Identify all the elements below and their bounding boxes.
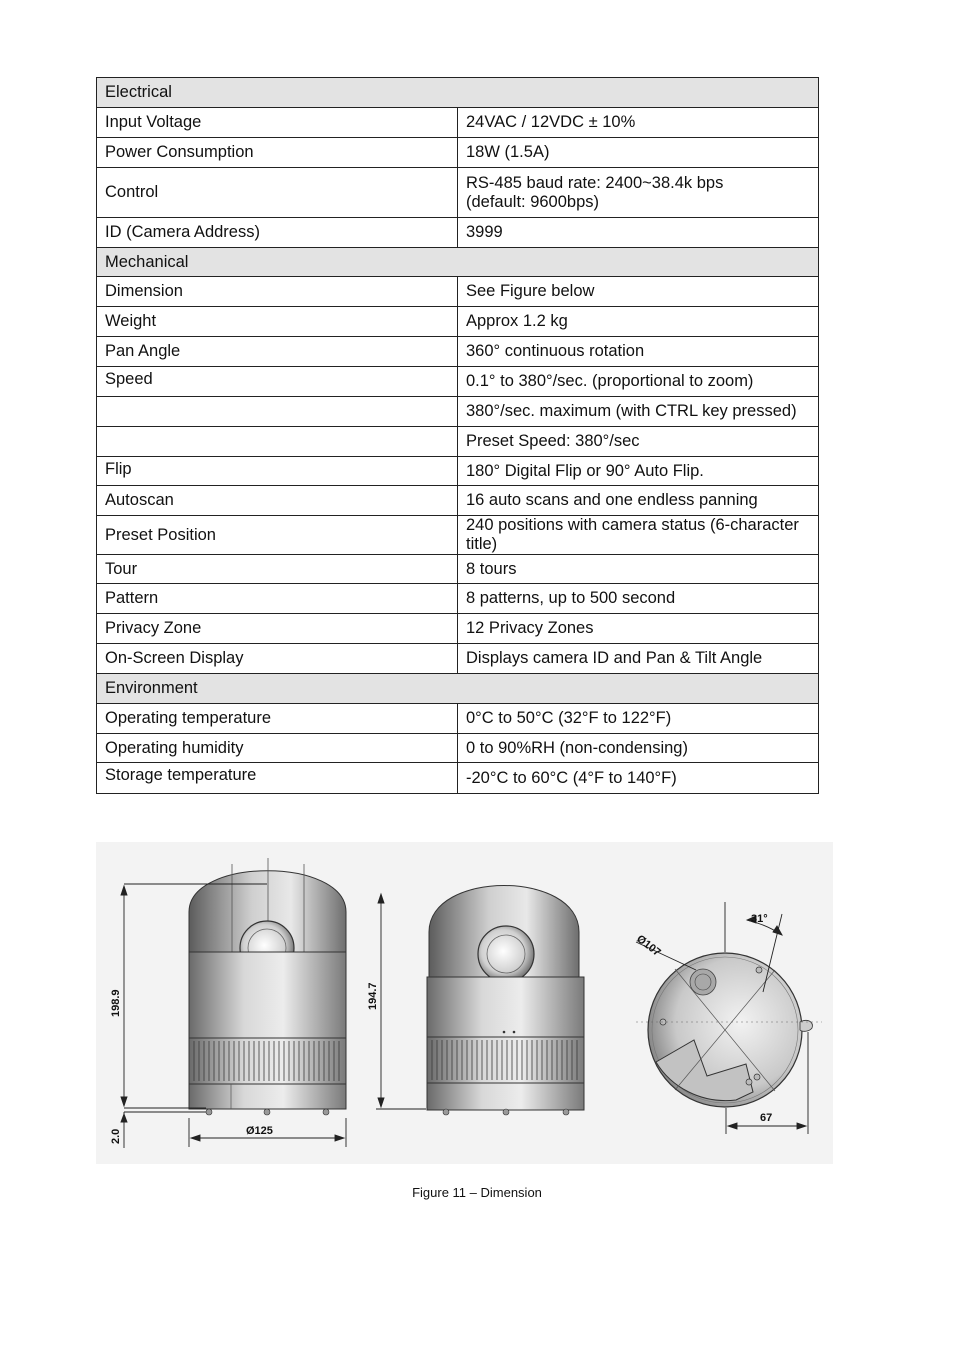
table-row [97,367,819,397]
spec-label: Tour [97,555,458,584]
spec-value: 18W (1.5A) [458,138,819,168]
front-view [189,858,346,1115]
table-row [97,277,819,307]
table-row [97,644,819,674]
spec-label: Speed [97,367,458,397]
spec-label: On-Screen Display [97,644,458,674]
table-row [97,614,819,644]
dim-top-diameter: Ø107 [634,932,663,959]
spec-label: Preset Position [97,516,458,555]
dim-diameter: Ø125 [246,1125,273,1137]
table-row [97,734,819,763]
spec-value: See Figure below [458,277,819,307]
table-row [97,427,819,457]
table-row [97,397,819,427]
dim-height-side: 194.7 [367,982,379,1010]
spec-value: 0°C to 50°C (32°F to 122°F) [458,704,819,734]
spec-label [97,397,458,427]
dim-height-front: 198.9 [110,989,122,1017]
spec-label [97,427,458,457]
table-row [97,307,819,337]
spec-value: 3999 [458,218,819,248]
section-row [97,248,819,277]
dim-offset: 67 [760,1112,773,1124]
spec-value: 0 to 90%RH (non-condensing) [458,734,819,763]
spec-value: Approx 1.2 kg [458,307,819,337]
spec-label: Pattern [97,584,458,614]
spec-label: Flip [97,457,458,486]
table-row [97,108,819,138]
spec-label: Input Voltage [97,108,458,138]
spec-table [96,77,819,794]
dim-base: 2.0 [110,1128,122,1144]
section-heading: Mechanical [97,248,819,277]
section-heading: Electrical [97,78,819,108]
spec-label: Weight [97,307,458,337]
table-row [97,555,819,584]
dimension-drawing [96,842,833,1164]
spec-label: ID (Camera Address) [97,218,458,248]
table-row [97,457,819,486]
table-row [97,337,819,367]
table-row [97,584,819,614]
spec-value: 8 tours [458,555,819,584]
spec-value: 380°/sec. maximum (with CTRL key pressed) [458,397,819,427]
table-row [97,168,819,218]
dimension-figure [96,842,833,1164]
spec-label: Privacy Zone [97,614,458,644]
spec-value: Preset Speed: 380°/sec [458,427,819,457]
section-row [97,674,819,704]
spec-value: 16 auto scans and one endless panning [458,486,819,516]
spec-value: Displays camera ID and Pan & Tilt Angle [458,644,819,674]
side-view [427,886,584,1116]
table-row [97,516,819,555]
spec-label: Power Consumption [97,138,458,168]
top-view [636,953,822,1107]
spec-label: Storage temperature [97,763,458,794]
table-row [97,138,819,168]
spec-value: -20°C to 60°C (4°F to 140°F) [458,763,819,794]
spec-value: 0.1° to 380°/sec. (proportional to zoom) [458,367,819,397]
table-row [97,218,819,248]
spec-label: Dimension [97,277,458,307]
spec-value: 12 Privacy Zones [458,614,819,644]
spec-value: 24VAC / 12VDC ± 10% [458,108,819,138]
table-row [97,704,819,734]
side-dimensions [376,894,426,1109]
table-row [97,486,819,516]
spec-label: Operating temperature [97,704,458,734]
table-row [97,763,819,794]
spec-label: Autoscan [97,486,458,516]
section-row [97,78,819,108]
spec-label: Pan Angle [97,337,458,367]
spec-value: 240 positions with camera status (6-character title) [458,516,819,555]
spec-value: 360° continuous rotation [458,337,819,367]
spec-value: 180° Digital Flip or 90° Auto Flip. [458,457,819,486]
section-heading: Environment [97,674,819,704]
spec-value: RS-485 baud rate: 2400~38.4k bps (default: 9600bps) [458,168,819,218]
dim-angle: 31° [751,913,768,925]
figure-caption: Figure 11 – Dimension [412,1185,542,1200]
spec-label: Operating humidity [97,734,458,763]
spec-label: Control [97,168,458,218]
spec-value: 8 patterns, up to 500 second [458,584,819,614]
